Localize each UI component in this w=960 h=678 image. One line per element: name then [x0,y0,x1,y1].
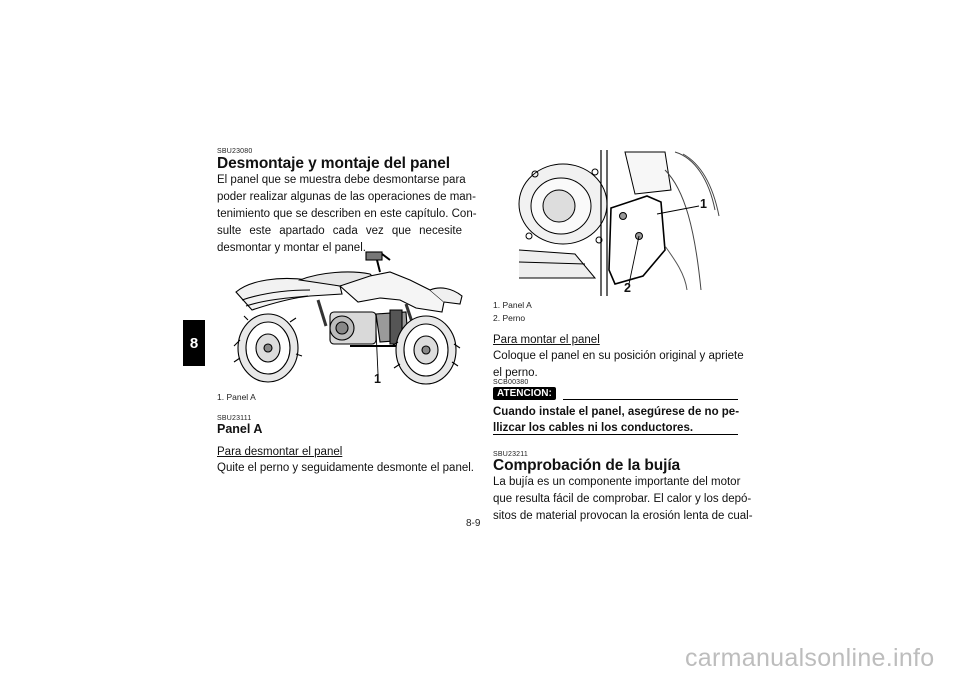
figure-callout: 1 [700,197,707,211]
paragraph-line: desmontar y montar el panel. [217,242,366,254]
caution-code: SCB00380 [493,379,529,386]
caution-bottom-rule [493,434,738,435]
caution-line: Cuando instale el panel, asegúrese de no pe- [493,406,740,418]
chapter-tab: 8 [183,320,205,366]
page-number: 8-9 [466,518,481,529]
subsection-heading: Para desmontar el panel [217,446,343,458]
figure-caption: 1. Panel A [493,300,532,310]
section-paragraph [217,172,477,257]
paragraph-line: poder realizar algunas de las operaciones de man- [217,191,476,203]
caution-label: ATENCION: [493,387,556,400]
paragraph-line: el perno. [493,367,538,379]
figure-callout: 1 [374,372,381,386]
section-code: SBU23111 [217,415,252,422]
section-code: SBU23080 [217,148,253,155]
section-code: SBU23211 [493,451,528,458]
caution-text [493,404,738,436]
figure-caption: 1. Panel A [217,392,256,402]
paragraph-line: que resulta fácil de comprobar. El calor y los depó- [493,493,752,505]
section-title: Comprobación de la bujía [493,457,681,474]
subsection-heading: Para montar el panel [493,334,600,346]
figure-caption: 2. Perno [493,313,526,323]
atv-illustration [230,250,470,390]
caution-line: llizcar los cables ni los conductores. [493,422,694,434]
subsection-text: Quite el perno y seguidamente desmonte el panel. [217,462,474,474]
caution-top-rule [563,399,738,400]
figure-callout: 2 [624,281,631,295]
engine-panel-illustration [515,150,730,296]
paragraph-line: El panel que se muestra debe desmontarse para [217,174,466,186]
paragraph-line: tenimiento que se describen en este capítulo. Con- [217,208,477,220]
paragraph-line: Coloque el panel en su posición original y apriete [493,350,744,362]
section-paragraph [493,474,753,525]
paragraph-line: La bujía es un componente importante del motor [493,476,741,488]
section-title: Panel A [217,422,263,436]
subsection-text [493,348,744,382]
paragraph-line: sulte este apartado cada vez que necesite [217,225,462,237]
section-title: Desmontaje y montaje del panel [217,155,451,172]
caution-header [493,387,738,401]
watermark: carmanualsonline.info [685,644,935,672]
paragraph-line: sitos de material provocan la erosión lenta de cual- [493,510,753,522]
